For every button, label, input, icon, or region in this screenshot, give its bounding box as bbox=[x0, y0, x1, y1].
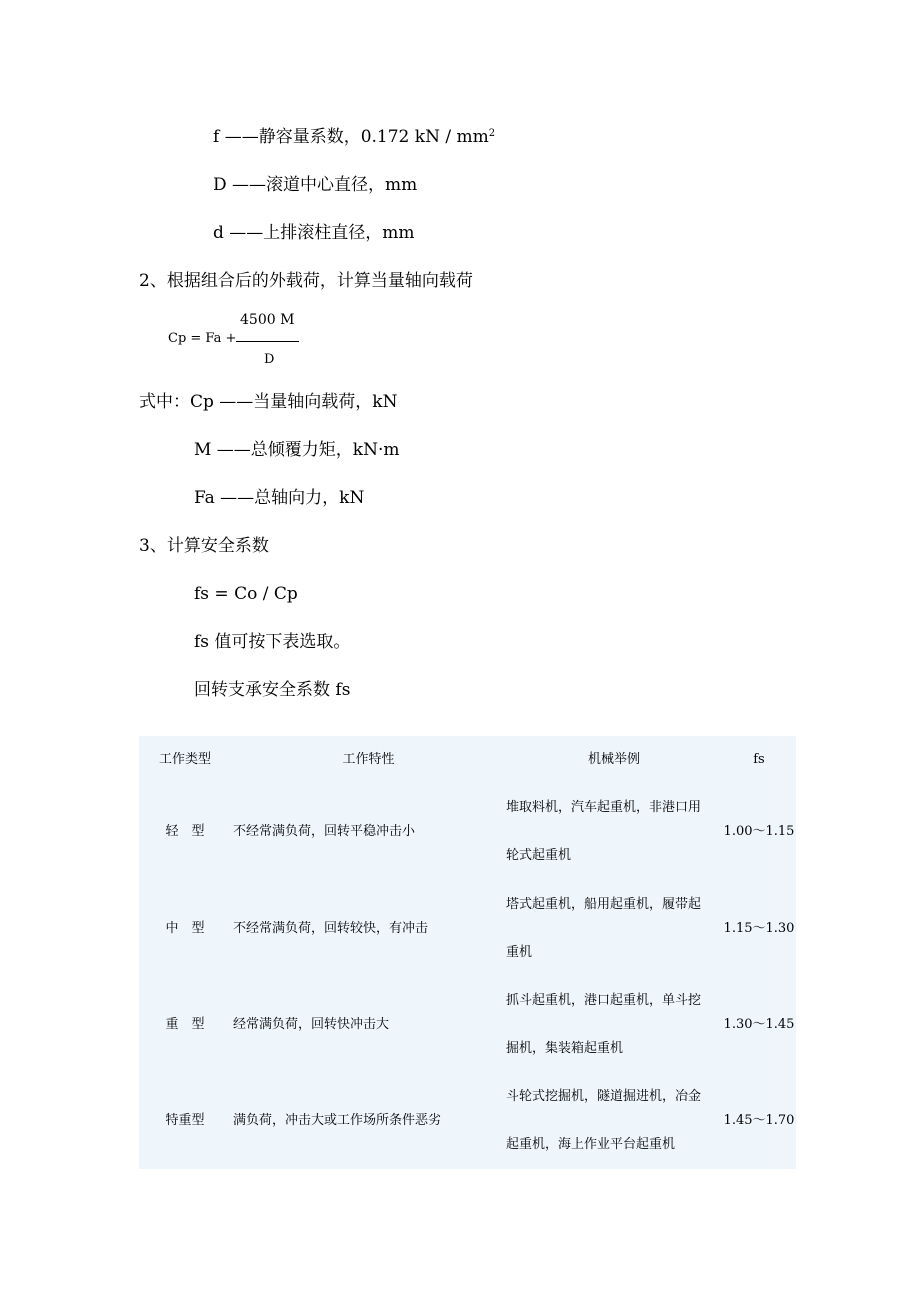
cell-feature: 不经常满负荷，回转较快，有冲击 bbox=[233, 921, 429, 936]
cell-example: 塔式起重机，船用起重机，履带起 重机 bbox=[506, 897, 702, 960]
f-definition: f ——静容量系数，0.172 kN / $mm^2$ bbox=[213, 127, 496, 147]
cell-feature: 经常满负荷，回转快冲击大 bbox=[233, 1017, 390, 1032]
header-work-type: 工作类型 bbox=[158, 752, 211, 767]
cell-fs: 1.30～1.45 bbox=[723, 1017, 795, 1032]
table-caption: 回转支承安全系数 fs bbox=[194, 680, 351, 700]
formula-denominator: D bbox=[264, 352, 275, 367]
cell-example: 抓斗起重机，港口起重机，单斗挖 掘机，集装箱起重机 bbox=[506, 993, 702, 1056]
table-row bbox=[139, 1073, 796, 1169]
cell-fs: 1.15～1.30 bbox=[723, 921, 795, 936]
cell-feature: 满负荷，冲击大或工作场所条件恶劣 bbox=[233, 1113, 442, 1128]
cell-feature: 不经常满负荷，回转平稳冲击小 bbox=[233, 824, 416, 839]
cell-fs: 1.00～1.15 bbox=[723, 824, 795, 839]
cp-definition: 式中：Cp ——当量轴向载荷，kN bbox=[139, 392, 398, 412]
cell-example: 堆取料机，汽车起重机，非港口用 轮式起重机 bbox=[506, 800, 702, 863]
cell-type: 中 型 bbox=[165, 921, 205, 936]
cell-type: 重 型 bbox=[165, 1017, 205, 1032]
d-definition: d ——上排滚柱直径，mm bbox=[213, 223, 415, 243]
header-machine-example: 机械举例 bbox=[587, 752, 640, 767]
Fa-definition: Fa ——总轴向力，kN bbox=[194, 488, 365, 508]
D-definition: D ——滚道中心直径，mm bbox=[213, 175, 418, 195]
fraction-bar bbox=[236, 341, 299, 342]
equivalent-load-formula bbox=[168, 312, 308, 370]
fs-formula: fs = Co / Cp bbox=[194, 584, 298, 604]
step-3-heading: 3、计算安全系数 bbox=[139, 536, 269, 556]
header-fs: fs bbox=[753, 752, 765, 767]
formula-numerator: 4500 M bbox=[240, 312, 295, 328]
M-definition: M ——总倾覆力矩，kN·m bbox=[194, 440, 400, 460]
header-work-feature: 工作特性 bbox=[342, 752, 395, 767]
table-row bbox=[139, 977, 796, 1073]
fs-note: fs 值可按下表选取。 bbox=[194, 632, 351, 652]
formula-lhs: Cp = Fa + bbox=[168, 331, 237, 346]
safety-factor-table bbox=[139, 736, 796, 1169]
cell-type: 特重型 bbox=[165, 1113, 205, 1128]
cell-example: 斗轮式挖掘机，隧道掘进机，冶金 起重机，海上作业平台起重机 bbox=[506, 1089, 702, 1152]
step-2-heading: 2、根据组合后的外载荷，计算当量轴向载荷 bbox=[139, 271, 473, 291]
table-row bbox=[139, 784, 796, 880]
cell-type: 轻 型 bbox=[165, 824, 205, 839]
table-row bbox=[139, 881, 796, 977]
cell-fs: 1.45～1.70 bbox=[723, 1113, 795, 1128]
exponent: 2 bbox=[488, 128, 496, 139]
